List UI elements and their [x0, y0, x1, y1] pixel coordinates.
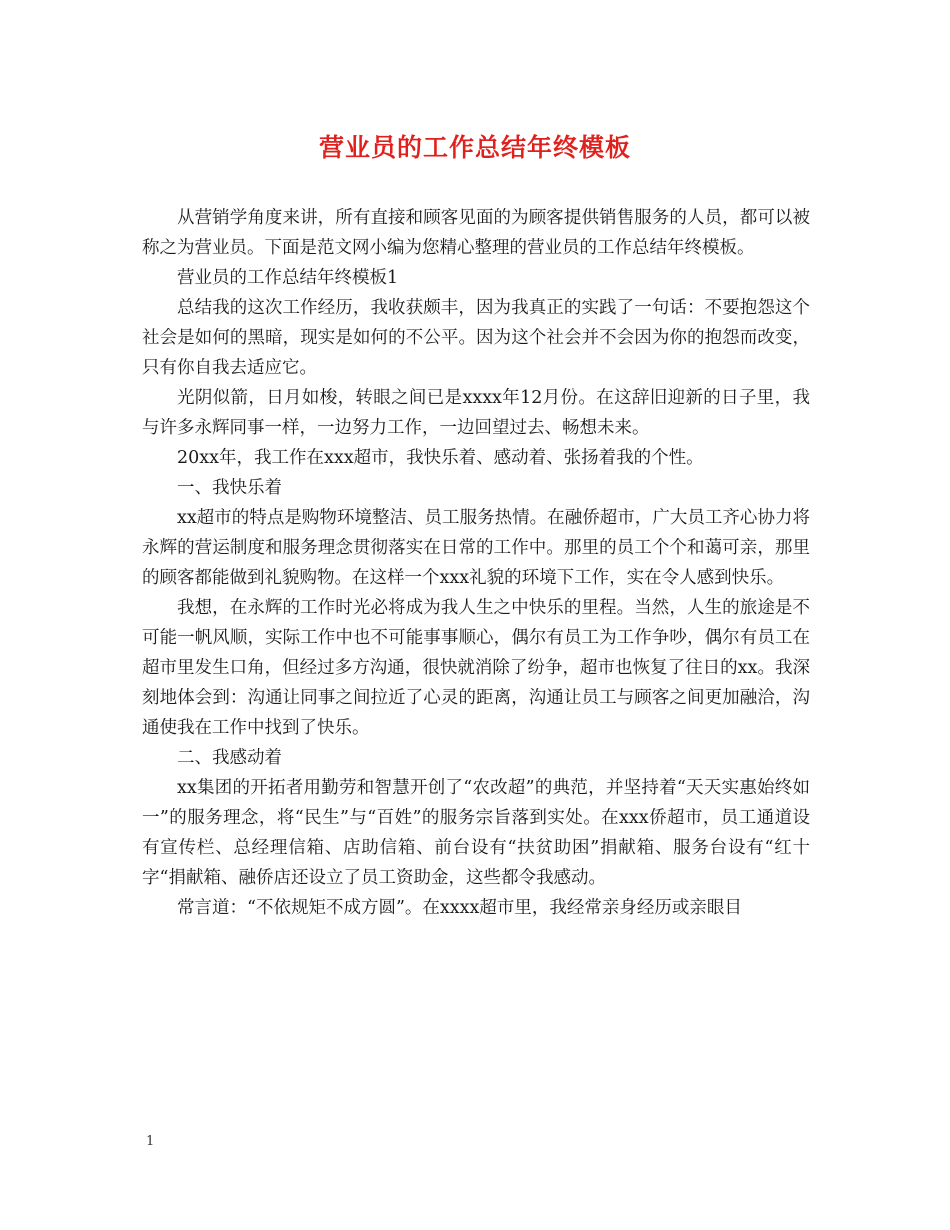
section-heading: 二、我感动着 [177, 748, 282, 768]
paragraph: xx集团的开拓者用勤劳和智慧开创了“农改超”的典范，并坚持着“天天实惠始终如一”的服务理念，将“民生”与“百姓”的服务宗旨落到实处。在xxx侨超市，员工通道设有宣传栏、总经理信箱、店助信箱、前台设有“扶贫助困”捐献箱、服务台设有“红十字“捐献箱、融侨店还设立了员工资助金，这些都令我感动。 [142, 778, 810, 888]
paragraph: 我想，在永辉的工作时光必将成为我人生之中快乐的里程。当然，人生的旅途是不可能一帆风顺，实际工作中也不可能事事顺心，偶尔有员工为工作争吵，偶尔有员工在超市里发生口角，但经过多方沟通，很快就消除了纷争，超市也恢复了往日的xx。我深刻地体会到：沟通让同事之间拉近了心灵的距离，沟通让员工与顾客之间更加融洽，沟通使我在工作中找到了快乐。 [142, 598, 810, 738]
document-body [142, 203, 810, 923]
paragraph: 常言道：“不依规矩不成方圆”。在xxxx超市里，我经常亲身经历或亲眼目 [177, 898, 742, 918]
section-heading: 营业员的工作总结年终模板1 [177, 268, 399, 288]
paragraph: xx超市的特点是购物环境整洁、员工服务热情。在融侨超市，广大员工齐心协力将永辉的营运制度和服务理念贯彻落实在日常的工作中。那里的员工个个和蔼可亲，那里的顾客都能做到礼貌购物。在这样一个xxx礼貌的环境下工作，实在令人感到快乐。 [142, 508, 810, 588]
paragraph: 20xx年，我工作在xxx超市，我快乐着、感动着、张扬着我的个性。 [177, 448, 704, 468]
document-title: 营业员的工作总结年终模板 [318, 133, 631, 162]
page-number: 1 [146, 1134, 155, 1149]
paragraph: 从营销学角度来讲，所有直接和顾客见面的为顾客提供销售服务的人员，都可以被称之为营业员。下面是范文网小编为您精心整理的营业员的工作总结年终模板。 [142, 208, 810, 258]
paragraph: 光阴似箭，日月如梭，转眼之间已是xxxx年12月份。在这辞旧迎新的日子里，我与许多永辉同事一样，一边努力工作，一边回望过去、畅想未来。 [142, 388, 810, 438]
paragraph: 总结我的这次工作经历，我收获颇丰，因为我真正的实践了一句话：不要抱怨这个社会是如何的黑暗，现实是如何的不公平。因为这个社会并不会因为你的抱怨而改变，只有你自我去适应它。 [142, 298, 810, 378]
section-heading: 一、我快乐着 [177, 478, 282, 498]
